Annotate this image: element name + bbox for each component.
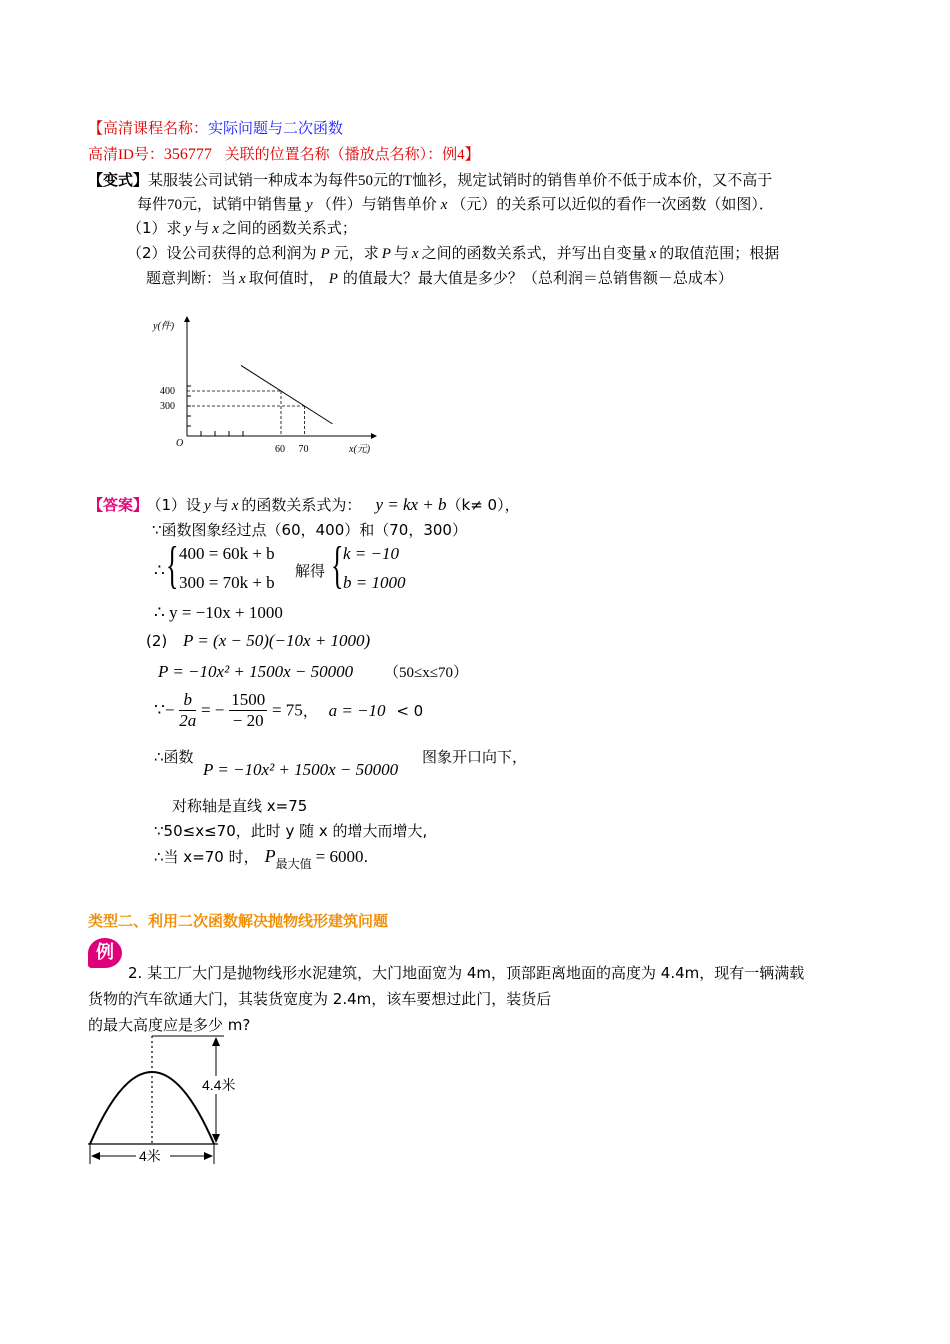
variant-text: 元的 — [373, 171, 404, 189]
arrow-left-icon — [91, 1152, 100, 1160]
answer-text: 与 — [213, 496, 229, 514]
course-name: 实际问题与二次函数 — [208, 119, 344, 137]
y-axis-label: y(件) — [153, 321, 175, 332]
type2-problem-line-2: 货物的汽车欲通大门，其装货宽度为 2.4m，该车要想过此门，装货后 — [88, 990, 552, 1008]
variant-text: 元，试销中销售量 — [182, 195, 303, 213]
height-label: 4.4米 — [202, 1077, 236, 1093]
type2-problem-line-1: 2. 某工厂大门是抛物线形水泥建筑，大门地面宽为 4m，顶部距离地面的高度为 4.4m，现有一辆满载 — [128, 964, 805, 982]
answer-equation: y = kx + b — [375, 495, 447, 514]
y-tick-label-400: 400 — [160, 386, 175, 397]
answer-opening-down: 图象开口向下， — [422, 748, 528, 766]
position-value: 例 — [442, 145, 458, 163]
variant-text: （件）与销售单价 — [316, 195, 437, 213]
fraction-b-over-2a — [179, 690, 196, 731]
question-var: y — [184, 221, 192, 237]
course-title-line — [88, 117, 343, 138]
answer-max — [154, 846, 368, 872]
variant-var: y — [306, 197, 313, 213]
equals-minus: = − — [200, 700, 225, 720]
variant-text: 每件 — [137, 195, 168, 213]
answer-line-4: ∴ y = −10x + 1000 — [154, 603, 283, 622]
id-code: ID — [118, 147, 134, 163]
variant-line-1 — [88, 169, 772, 190]
origin-label: O — [176, 438, 184, 449]
answer-tag: 【答案】 — [88, 496, 149, 514]
type2-problem-line-3: 的最大高度应是多少 m? — [88, 1016, 251, 1034]
answer-text: 的函数关系式为： — [241, 496, 362, 514]
less-than-zero: < 0 — [396, 701, 424, 720]
arrow-up-icon — [212, 1037, 220, 1046]
answer-opening — [154, 746, 194, 767]
answer-part2-tag: (2) — [146, 632, 168, 650]
answer-therefore: ∴ — [154, 561, 165, 580]
x-axis-label: x(元) — [349, 444, 371, 455]
system-eq-1: 400 = 60k + b — [179, 544, 275, 563]
fraction-1500-over-minus20 — [229, 690, 267, 731]
max-value: = 6000 — [315, 847, 364, 866]
p-symbol: P — [264, 846, 276, 866]
x-axis-arrow-icon — [371, 433, 377, 439]
answer-symmetry-axis: 对称轴是直线 x=75 — [172, 797, 308, 815]
answer-p-expanded: P = −10x² + 1500x − 50000 — [158, 662, 354, 681]
arrow-right-icon — [204, 1152, 213, 1160]
fraction-denominator: − 20 — [232, 711, 264, 730]
question-text: 题意判断：当 — [146, 269, 237, 287]
answer-line-1 — [88, 494, 520, 515]
variant-var: x — [440, 197, 448, 213]
variant-number: 70 — [167, 197, 183, 213]
question-var: P — [328, 271, 338, 287]
id-value: 356777 — [163, 146, 212, 163]
question-text: 与 — [393, 244, 409, 262]
variant-text: （元）的关系可以近似的看作一次函数（如图）． — [451, 195, 774, 213]
course-prefix: 【高清课程名称： — [88, 119, 209, 137]
variant-letter: T — [403, 173, 413, 189]
fraction-numerator: b — [179, 690, 196, 711]
answer-text: ∴当 x=70 时， — [154, 848, 259, 866]
fraction-numerator: 1500 — [231, 690, 266, 709]
solution-b: b = 1000 — [343, 573, 406, 592]
question-text: 元，求 — [333, 244, 379, 262]
position-label: 关联的位置名称（播放点名称）： — [224, 145, 443, 163]
left-brace-icon: { — [331, 537, 344, 594]
question-text: 之间的函数关系式，并写出自变量 — [421, 244, 647, 262]
variant-number: 50 — [358, 173, 374, 189]
question-1 — [127, 217, 357, 238]
y-tick-label-300: 300 — [160, 401, 175, 412]
question-var: x — [212, 221, 219, 237]
answer-range: （50≤x≤70） — [384, 665, 468, 681]
question-text: 与 — [194, 219, 210, 237]
answer-text: （1）设 — [154, 496, 202, 514]
id-text: 号： — [133, 145, 164, 163]
variant-text: 恤衫，规定试销时的销售单价不低于成本价，又不高于 — [412, 171, 773, 189]
variant-line-2 — [137, 193, 774, 214]
question-text: 之间的函数关系式； — [221, 219, 357, 237]
answer-text: ， — [504, 496, 520, 514]
question-text: （2）设公司获得的总利润为 — [127, 244, 317, 262]
linear-function-chart — [145, 312, 385, 462]
question-text: 的值最大？最大值是多少？（总利润＝总销售额－总成本） — [342, 269, 733, 287]
type2-heading: 类型二、利用二次函数解决抛物线形建筑问题 — [88, 912, 389, 930]
question-text: （1）求 — [127, 219, 182, 237]
question-var: x — [239, 271, 246, 287]
id-line — [88, 143, 480, 164]
variant-tag: 【变式】 — [88, 171, 149, 189]
answer-axis-calc — [154, 690, 423, 731]
question-2-line-1 — [127, 242, 779, 263]
question-var: x — [411, 246, 419, 262]
answer-var: x — [231, 498, 239, 514]
p-subscript: 最大值 — [275, 857, 312, 871]
y-axis-arrow-icon — [184, 316, 190, 322]
answer-condition: （k≠ 0） — [446, 496, 505, 514]
variant-text: 某服装公司试销一种成本为每件 — [148, 171, 359, 189]
series-line — [241, 365, 333, 423]
question-var: P — [381, 246, 391, 262]
parabola-gate-figure — [84, 1030, 254, 1170]
answer-var: y — [204, 498, 211, 514]
solve-label: 解得 — [295, 562, 326, 580]
question-var: x — [649, 246, 657, 262]
question-2-line-2 — [146, 267, 733, 288]
question-text: 的取值范围；根据 — [659, 244, 780, 262]
fraction-denominator: 2a — [179, 711, 197, 730]
x-minor-ticks — [201, 431, 243, 436]
position-close: 】 — [464, 145, 480, 163]
equals-75: = 75 — [271, 700, 303, 720]
solution-k: k = −10 — [343, 544, 399, 563]
because-symbol: ∵− — [154, 700, 175, 720]
answer-increasing: ∵50≤x≤70，此时 y 随 x 的增大而增大, — [154, 822, 428, 840]
a-value: a = −10 — [328, 700, 386, 720]
position-num: 4 — [457, 147, 465, 163]
answer-line-2: ∵函数图象经过点（60，400）和（70，300） — [152, 521, 467, 539]
answer-function-eq: P = −10x² + 1500x − 50000 — [203, 760, 399, 779]
system-eq-2: 300 = 70k + b — [179, 573, 275, 592]
comma: ， — [302, 702, 318, 720]
x-tick-label-70: 70 — [298, 444, 309, 455]
width-label: 4米 — [139, 1148, 161, 1164]
x-tick-label-60: 60 — [275, 444, 285, 455]
answer-text: . — [363, 848, 369, 866]
question-text: 取何值时， — [248, 269, 324, 287]
id-label: 高清 — [88, 145, 119, 163]
answer-text: ∴函数 — [154, 748, 194, 766]
question-var: P — [320, 246, 330, 262]
example-badge-icon: 例 — [88, 938, 122, 968]
left-brace-icon: { — [166, 537, 179, 594]
answer-p-product: P = (x − 50)(−10x + 1000) — [183, 631, 371, 650]
